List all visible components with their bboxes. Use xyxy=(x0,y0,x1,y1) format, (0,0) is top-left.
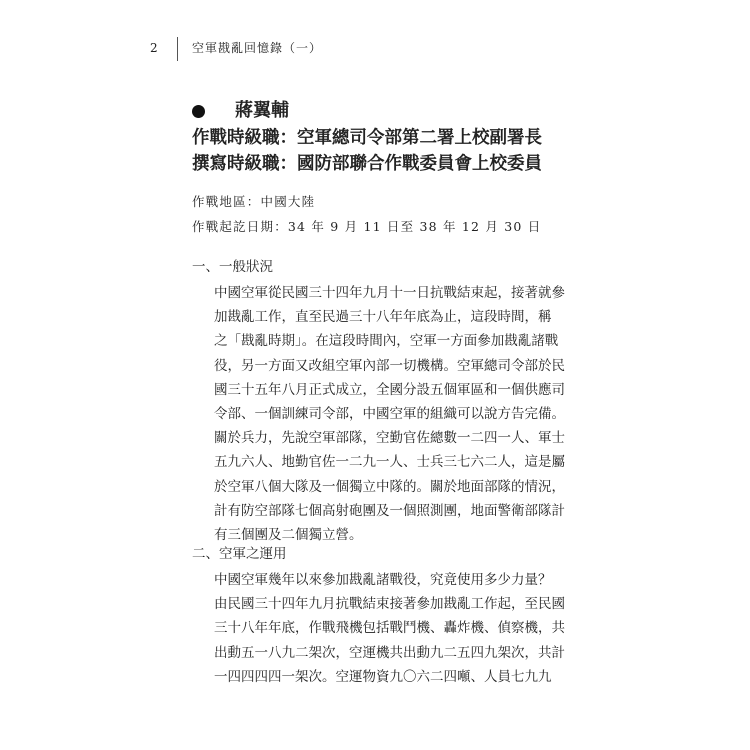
paragraph-line: 役，另一方面又改組空軍內部一切機構。空軍總司令部於民 xyxy=(214,357,565,374)
bullet-icon xyxy=(192,105,205,118)
section-general-situation xyxy=(192,256,565,547)
person-name-line xyxy=(192,99,572,123)
paragraph-line: 由民國三十四年九月抗戰結束接著參加戡亂工作起，至民國 xyxy=(214,596,565,613)
paragraph-line: 一四四四四一架次。空運物資九〇六二四噸、人員七九九 xyxy=(214,668,552,685)
section-heading: 二、空軍之運用 xyxy=(192,546,287,562)
paragraph-line: 令部、一個訓練司令部，中國空軍的組織可以說方告完備。 xyxy=(214,406,565,423)
paragraph-line: 之「戡亂時期」。在這段時間內，空軍一方面參加戡亂諸戰 xyxy=(214,333,559,350)
person-name: 蔣翼輔 xyxy=(235,100,289,121)
header-divider xyxy=(177,37,178,61)
paragraph-line: 出動五一八九二架次，空運機共出動九二五四九架次，共計 xyxy=(214,644,565,661)
paragraph-line: 國三十五年八月正式成立，全國分設五個軍區和一個供應司 xyxy=(214,381,565,398)
operation-period: 作戰起訖日期：34 年 9 月 11 日至 38 年 12 月 30 日 xyxy=(192,219,542,234)
person-header xyxy=(192,99,572,177)
operation-meta xyxy=(192,189,541,239)
operation-theater: 作戰地區：中國大陸 xyxy=(192,194,316,209)
paragraph-line: 關於兵力，先說空軍部隊，空勤官佐總數一二四一人、軍士 xyxy=(214,430,565,447)
paragraph-line: 五九六人、地勤官佐一二九一人、士兵三七六二人，這是屬 xyxy=(214,454,565,471)
section-paragraph xyxy=(214,281,565,547)
section-air-force-usage xyxy=(192,543,565,689)
section-heading: 一、一般狀況 xyxy=(192,259,273,275)
paragraph-line: 中國空軍從民國三十四年九月十一日抗戰結束起，接著就參 xyxy=(214,285,565,301)
writing-position: 撰寫時級職：國防部聯合作戰委員會上校委員 xyxy=(192,154,542,174)
paragraph-line: 於空軍八個大隊及一個獨立中隊的。關於地面部隊的情況， xyxy=(214,478,565,495)
running-header-title: 空軍戡亂回憶錄（一） xyxy=(192,41,323,55)
section-paragraph xyxy=(214,568,565,689)
page-number: 2 xyxy=(150,41,158,55)
wartime-position: 作戰時級職：空軍總司令部第二署上校副署長 xyxy=(192,128,542,148)
paragraph-line: 中國空軍幾年以來參加戡亂諸戰役，究竟使用多少力量？ xyxy=(214,572,552,588)
paragraph-line: 計有防空部隊七個高射砲團及一個照測團，地面警衛部隊計 xyxy=(214,502,565,519)
paragraph-line: 加戡亂工作，直至民過三十八年年底為止，這段時間，稱 xyxy=(214,309,552,326)
paragraph-line: 有三個團及二個獨立營。 xyxy=(214,527,363,544)
paragraph-line: 三十八年年底，作戰飛機包括戰鬥機、轟炸機、偵察機，共 xyxy=(214,620,565,637)
